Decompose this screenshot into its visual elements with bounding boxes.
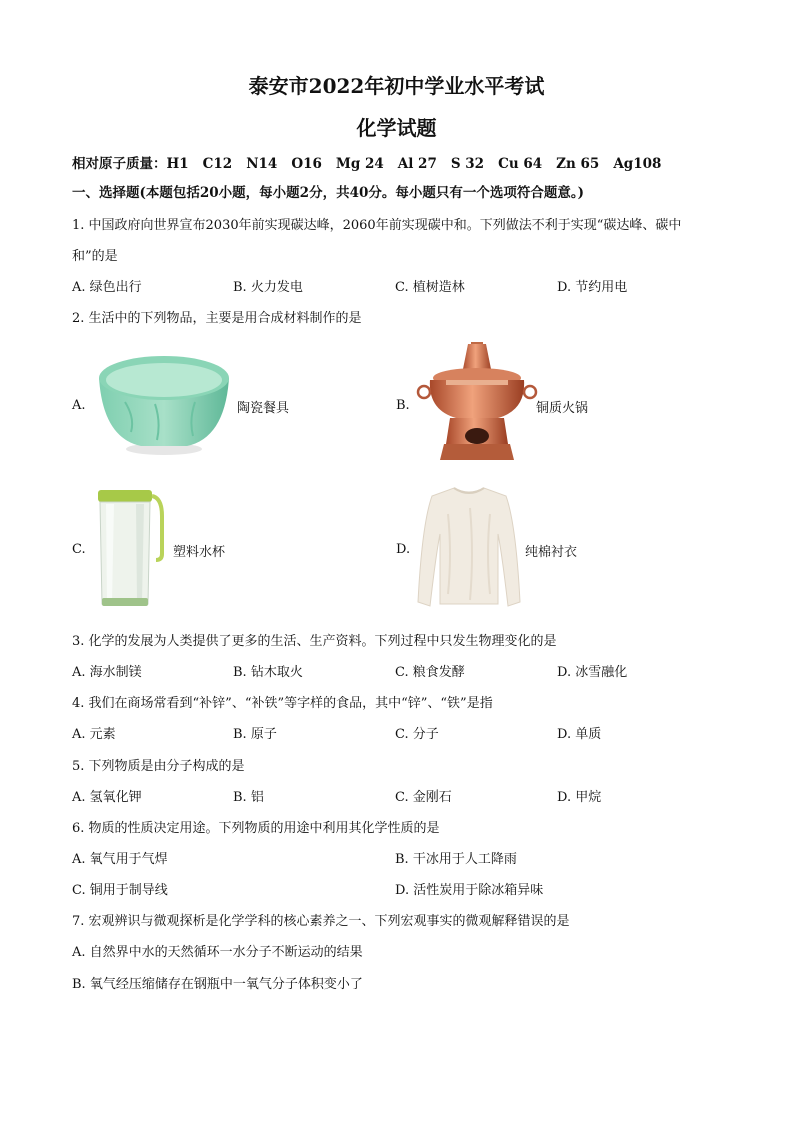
cotton-sweater-image <box>414 484 524 612</box>
q3-option-b[interactable]: B. 钻木取火 <box>233 665 303 680</box>
mass-ag: Ag108 <box>613 156 662 172</box>
exam-title: 泰安市2022年初中学业水平考试 <box>248 74 545 98</box>
mass-n: N14 <box>246 156 278 172</box>
mass-zn: Zn 65 <box>556 156 600 172</box>
q7-option-a[interactable]: A. 自然界中水的天然循环一水分子不断运动的结果 <box>72 945 363 960</box>
q1-stem-line1: 1. 中国政府向世界宣布2030年前实现碳达峰，2060年前实现碳中和。下列做法不利于实现“碳达峰、碳中 <box>72 218 682 233</box>
mass-o: O16 <box>291 156 322 172</box>
mass-mg: Mg 24 <box>335 156 384 172</box>
q4-option-d[interactable]: D. 单质 <box>557 727 602 742</box>
atomic-mass-label: 相对原子质量： <box>72 156 167 172</box>
section-heading: 一、选择题(本题包括20小题，每小题2分，共40分。每小题只有一个选项符合题意。) <box>72 185 584 201</box>
q1-option-d[interactable]: D. 节约用电 <box>557 280 628 295</box>
q6-option-d[interactable]: D. 活性炭用于除冰箱异味 <box>395 883 544 898</box>
q6-option-a[interactable]: A. 氧气用于气焊 <box>72 852 168 867</box>
mass-c: C12 <box>202 156 233 172</box>
q6-stem: 6. 物质的性质决定用途。下列物质的用途中利用其化学性质的是 <box>72 821 440 836</box>
q2-option-b-letter[interactable]: B. <box>396 398 410 413</box>
q4-option-a[interactable]: A. 元素 <box>72 727 116 742</box>
q1-option-a[interactable]: A. 绿色出行 <box>72 280 142 295</box>
q2-stem: 2. 生活中的下列物品，主要是用合成材料制作的是 <box>72 311 362 326</box>
mass-al: Al 27 <box>397 156 437 172</box>
q1-option-c[interactable]: C. 植树造林 <box>395 280 465 295</box>
q5-option-d[interactable]: D. 甲烷 <box>557 790 602 805</box>
ceramic-bowl-image <box>95 352 233 456</box>
q3-option-c[interactable]: C. 粮食发酵 <box>395 665 465 680</box>
q5-option-c[interactable]: C. 金刚石 <box>395 790 452 805</box>
exam-subtitle: 化学试题 <box>356 116 437 140</box>
copper-hotpot-image <box>416 340 538 464</box>
q2-option-c-letter[interactable]: C. <box>72 542 86 557</box>
q2-option-a-label: 陶瓷餐具 <box>237 401 290 416</box>
mass-s: S 32 <box>450 156 485 172</box>
q3-stem: 3. 化学的发展为人类提供了更多的生活、生产资料。下列过程中只发生物理变化的是 <box>72 634 557 649</box>
q5-option-b[interactable]: B. 铝 <box>233 790 264 805</box>
q2-option-d-label: 纯棉衬衣 <box>525 545 578 560</box>
q6-option-b[interactable]: B. 干冰用于人工降雨 <box>395 852 517 867</box>
q7-option-b[interactable]: B. 氧气经压缩储存在钢瓶中一氧气分子体积变小了 <box>72 977 363 992</box>
q1-stem-line2: 和”的是 <box>72 249 118 264</box>
q2-option-c-label: 塑料水杯 <box>173 545 226 560</box>
mass-cu: Cu 64 <box>498 156 543 172</box>
mass-h: H1 <box>166 156 189 172</box>
q7-stem: 7. 宏观辨识与微观探析是化学学科的核心素养之一、下列宏观事实的微观解释错误的是 <box>72 914 570 929</box>
q4-option-c[interactable]: C. 分子 <box>395 727 439 742</box>
q4-option-b[interactable]: B. 原子 <box>233 727 277 742</box>
q5-option-a[interactable]: A. 氢氧化钾 <box>72 790 142 805</box>
atomic-mass-line <box>72 152 661 172</box>
q3-option-a[interactable]: A. 海水制镁 <box>72 665 142 680</box>
q2-option-b-label: 铜质火锅 <box>536 401 589 416</box>
plastic-cup-image <box>92 486 168 610</box>
q4-stem: 4. 我们在商场常看到“补锌”、“补铁”等字样的食品，其中“锌”、“铁”是指 <box>72 696 493 711</box>
q2-option-d-letter[interactable]: D. <box>396 542 411 557</box>
q5-stem: 5. 下列物质是由分子构成的是 <box>72 759 245 774</box>
q3-option-d[interactable]: D. 冰雪融化 <box>557 665 628 680</box>
q2-option-a-letter[interactable]: A. <box>72 398 86 413</box>
q1-option-b[interactable]: B. 火力发电 <box>233 280 303 295</box>
q6-option-c[interactable]: C. 铜用于制导线 <box>72 883 168 898</box>
